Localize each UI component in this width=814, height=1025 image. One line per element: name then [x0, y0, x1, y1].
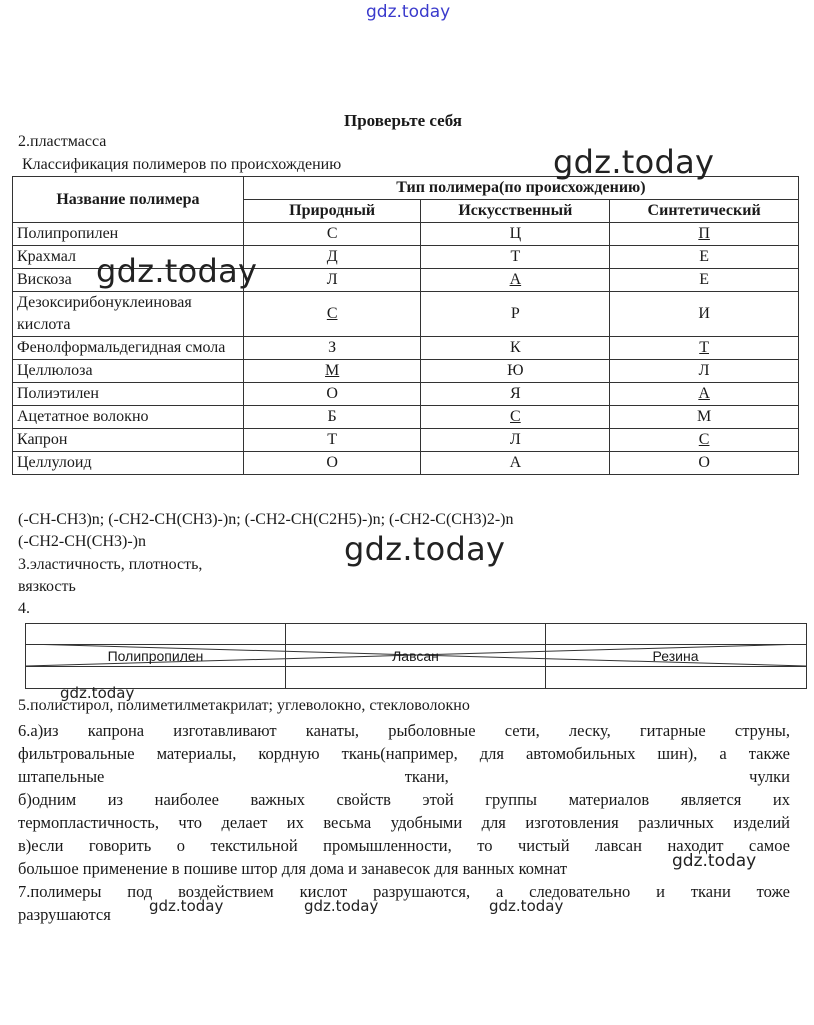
natural-letter: Д: [243, 246, 421, 269]
natural-letter: О: [243, 383, 421, 406]
task6-b-line-1: б)одним из наиболее важных свойств этой группы материалов является их: [18, 790, 790, 809]
task6-a-line-3: штапельные ткани, чулки: [18, 767, 790, 786]
formula-line-2: (-CH2-CH(CH3)-)n: [18, 533, 146, 550]
watermark-big-3: gdz.today: [344, 530, 506, 568]
artificial-letter: К: [421, 337, 610, 360]
material-polypropylene: Полипропилен: [107, 648, 204, 664]
task6-v-line-2: большое применение в пошиве штор для дома и занавесок для ванных комнат: [18, 859, 568, 878]
page-title: Проверьте себя: [344, 111, 462, 130]
artificial-letter: Р: [421, 292, 610, 337]
synthetic-letter: Е: [610, 246, 799, 269]
col-header-name: Название полимера: [13, 177, 244, 223]
col-header-type: Тип полимера(по происхождению): [243, 177, 798, 200]
task2-heading: 2.пластмасса: [18, 133, 107, 150]
watermark-big-1: gdz.today: [553, 143, 715, 181]
table-row: [13, 292, 799, 337]
table-row: [13, 383, 799, 406]
task3-line-2: вязкость: [18, 578, 76, 595]
polymer-name: Фенолформальдегидная смола: [13, 337, 244, 360]
artificial-letter: А: [421, 269, 610, 292]
artificial-letter: С: [421, 406, 610, 429]
natural-letter: Т: [243, 429, 421, 452]
polymer-name: Крахмал: [13, 246, 244, 269]
synthetic-letter: П: [610, 223, 799, 246]
natural-letter: З: [243, 337, 421, 360]
synthetic-letter: Е: [610, 269, 799, 292]
artificial-letter: А: [421, 452, 610, 475]
materials-table: [25, 623, 807, 689]
polymer-name: Дезоксирибонуклеиновая кислота: [13, 292, 244, 337]
watermark-small-2: gdz.today: [672, 851, 757, 871]
task6-a-line-1: 6.а)из капрона изготавливают канаты, рыболовные сети, леску, гитарные струны,: [18, 721, 790, 740]
polymer-name: Ацетатное волокно: [13, 406, 244, 429]
polymer-name: Капрон: [13, 429, 244, 452]
polymer-name: Целлулоид: [13, 452, 244, 475]
material-rubber: Резина: [652, 648, 699, 664]
polymer-classification-table: [12, 176, 799, 475]
natural-letter: О: [243, 452, 421, 475]
watermark-small-4: gdz.today: [304, 897, 379, 915]
table-row: [13, 360, 799, 383]
artificial-letter: Я: [421, 383, 610, 406]
synthetic-letter: Т: [610, 337, 799, 360]
natural-letter: С: [243, 292, 421, 337]
synthetic-letter: О: [610, 452, 799, 475]
natural-letter: М: [243, 360, 421, 383]
table-row: [13, 337, 799, 360]
task7-line-1: 7.полимеры под воздействием кислот разрушаются, а следовательно и ткани тоже: [18, 882, 790, 901]
task3-line-1: 3.эластичность, плотность,: [18, 556, 203, 573]
table-row: [13, 452, 799, 475]
table-row: [13, 429, 799, 452]
synthetic-letter: И: [610, 292, 799, 337]
task4-heading: 4.: [18, 600, 30, 617]
natural-letter: Л: [243, 269, 421, 292]
watermark-small-3: gdz.today: [149, 897, 224, 915]
synthetic-letter: С: [610, 429, 799, 452]
synthetic-letter: Л: [610, 360, 799, 383]
artificial-letter: Ц: [421, 223, 610, 246]
watermark-small-1: gdz.today: [60, 684, 135, 702]
synthetic-letter: М: [610, 406, 799, 429]
natural-letter: С: [243, 223, 421, 246]
col-header-natural: Природный: [243, 200, 421, 223]
table-caption: Классификация полимеров по происхождению: [22, 156, 342, 173]
col-header-artificial: Искусственный: [421, 200, 610, 223]
watermark-big-2: gdz.today: [96, 252, 258, 290]
formula-line-1: (-CH-CH3)n; (-CH2-CH(CH3)-)n; (-CH2-CH(C2H5)-)n; (-CH2-C(CH3)2-)n: [18, 511, 514, 528]
synthetic-letter: А: [610, 383, 799, 406]
task7-line-2: разрушаются: [18, 905, 111, 924]
polymer-name: Вискоза: [13, 269, 244, 292]
polymer-name: Целлюлоза: [13, 360, 244, 383]
task6-b-line-2: термопластичность, что делает их весьма удобными для изготовления различных изделий: [18, 813, 790, 832]
task5-text: 5.полистирол, полиметилметакрилат; углеволокно, стекловолокно: [18, 697, 470, 714]
polymer-name: Полиэтилен: [13, 383, 244, 406]
watermark-top: gdz.today: [366, 2, 451, 22]
task6-v-line-1: в)если говорить о текстильной промышленности, то чистый лавсан находит самое: [18, 836, 790, 855]
polymer-name: Полипропилен: [13, 223, 244, 246]
natural-letter: Б: [243, 406, 421, 429]
artificial-letter: Т: [421, 246, 610, 269]
table-row: [13, 223, 799, 246]
artificial-letter: Ю: [421, 360, 610, 383]
task6-a-line-2: фильтровальные материалы, кордную ткань(например, для автомобильных шин), а также: [18, 744, 790, 763]
material-lavsan: Лавсан: [392, 648, 439, 664]
table-row: [13, 406, 799, 429]
artificial-letter: Л: [421, 429, 610, 452]
col-header-synthetic: Синтетический: [610, 200, 799, 223]
watermark-small-5: gdz.today: [489, 897, 564, 915]
